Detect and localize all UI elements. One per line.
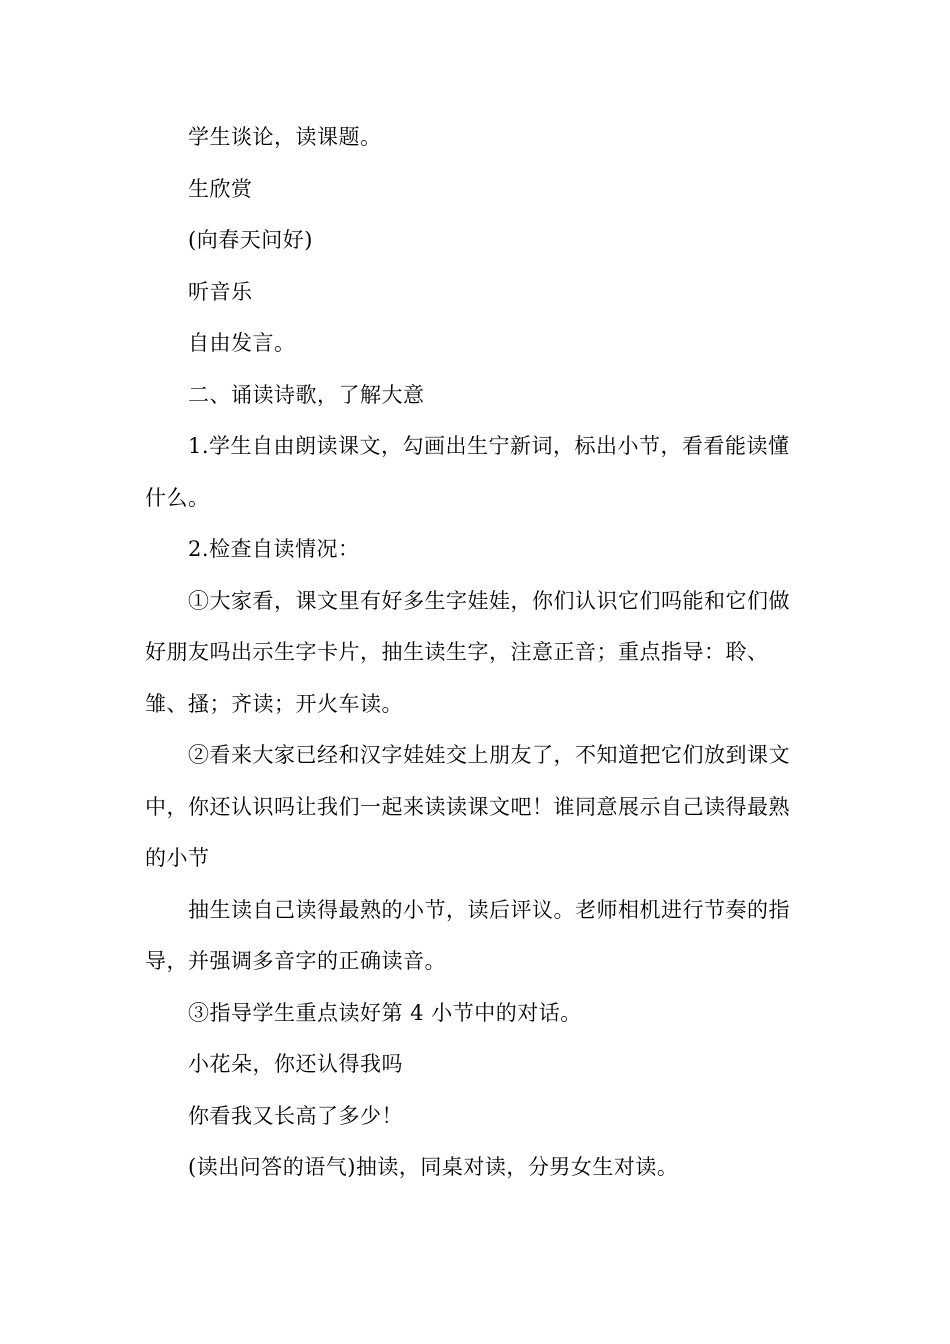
paragraph: 生欣赏: [188, 176, 253, 201]
paragraph: 自由发言。: [188, 331, 296, 355]
paragraph: 听音乐: [188, 279, 253, 304]
paragraph: (向春天问好): [188, 228, 313, 252]
paragraph: ②看来大家已经和汉字娃娃交上朋友了，不知道把它们放到课文中，你还认识吗让我们一起来读读课文吧！谁同意展示自己读得最熟的小节: [145, 743, 790, 870]
paragraph: 1.学生自由朗读课文，勾画出生宁新词，标出小节，看看能读懂什么。: [145, 434, 790, 510]
paragraph: 学生谈论，读课题。: [188, 125, 382, 149]
paragraph: 你看我又长高了多少！: [188, 1103, 403, 1128]
paragraph: 2.检查自读情况：: [188, 537, 360, 561]
paragraph: 抽生读自己读得最熟的小节，读后评议。老师相机进行节奏的指导，并强调多音字的正确读音。: [145, 897, 790, 973]
paragraph: ①大家看，课文里有好多生字娃娃，你们认识它们吗能和它们做好朋友吗出示生字卡片，抽生读生字，注意正音；重点指导：聆、雏、搔；齐读；开火车读。: [145, 588, 790, 716]
section-heading: 二、诵读诗歌，了解大意: [188, 382, 425, 407]
paragraph: ③指导学生重点读好第 4 小节中的对话。: [188, 1000, 582, 1025]
paragraph: (读出问答的语气)抽读，同桌对读，分男女生对读。: [188, 1155, 679, 1179]
paragraph: 小花朵，你还认得我吗: [188, 1052, 403, 1076]
document-body: [145, 112, 795, 1194]
